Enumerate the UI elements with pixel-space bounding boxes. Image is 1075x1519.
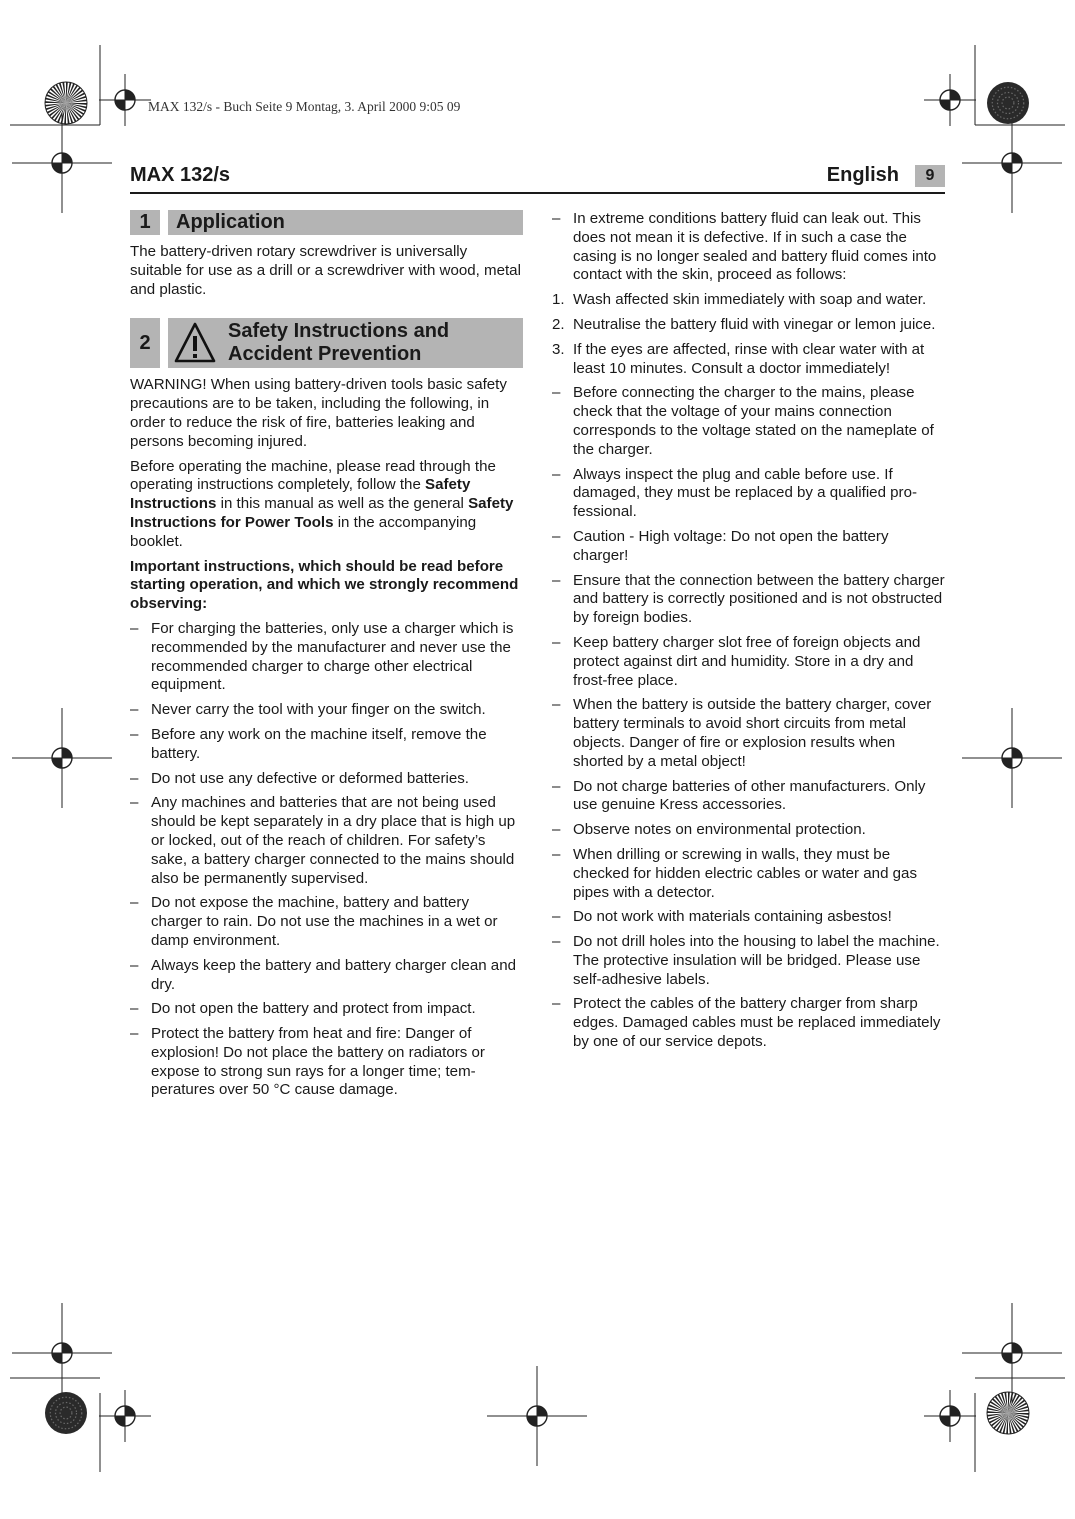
running-language: English xyxy=(826,164,899,186)
section-2-title-line-1: Safety Instructions and xyxy=(228,320,450,343)
safety-list-right xyxy=(552,384,945,1052)
operating-text-2: in this manual as well as the general xyxy=(216,495,469,513)
list-item: – Do not work with materials containing asbestos! xyxy=(552,908,945,927)
list-item: – Do not charge batteries of other manufacturers. Only use genuine Kress accessories. xyxy=(552,778,945,816)
step-text: Neutralise the battery fluid with vinegar or lemon juice. xyxy=(573,315,936,333)
dot-disc-icon xyxy=(987,82,1029,124)
step-number: 2. xyxy=(552,315,565,333)
list-item: – When drilling or screwing in walls, they must be checked for hidden electric cables or water and gas pipes with a detector. xyxy=(552,846,945,902)
step-number: 3. xyxy=(552,340,565,358)
list-item: – For charging the batteries, only use a charger which is recommended by the manufacturer and never use the recommended charger to charge other electrical equipment. xyxy=(130,620,523,695)
section-2-heading xyxy=(130,318,523,368)
list-item: – Any machines and batteries that are not being used should be kept separately in a dry place that is high up or locked, out of the reach of children. For safety’s sake, a battery charger connected to the mains should also be permanently supervised. xyxy=(130,794,523,888)
dot-disc-icon xyxy=(45,1392,87,1434)
list-item: – Before any work on the machine itself, remove the battery. xyxy=(130,726,523,764)
list-item: – In extreme conditions battery fluid can leak out. This does not mean it is defective. If in such a case the casing is no longer sealed and battery fluid comes into contact with the skin, proceed as follows: xyxy=(552,210,945,285)
list-item: – Protect the cables of the battery charger from sharp edges. Damaged cables must be replaced immediately by one of our service depots. xyxy=(552,995,945,1051)
section-2-number: 2 xyxy=(130,318,160,368)
list-item: – Always keep the battery and battery charger clean and dry. xyxy=(130,957,523,995)
warning-paragraph: WARNING! When using battery-driven tools basic safety precautions are to be taken, including the following, in order to reduce the risk of fire, batteries leaking and persons becoming injured. xyxy=(130,376,507,450)
step-number: 1. xyxy=(552,291,565,309)
list-item: – Observe notes on environmental protection. xyxy=(552,821,945,840)
list-item: – Before connecting the charger to the mains, please check that the voltage of your mains connection corresponds to the voltage stated on the nameplate of the charger. xyxy=(552,384,945,459)
page-number: 9 xyxy=(915,165,945,187)
list-item: – Never carry the tool with your finger on the switch. xyxy=(130,701,523,720)
section-1-title: Application xyxy=(168,210,523,235)
list-item: – Do not drill holes into the housing to label the machine. The protective insulation will be bridged. Please use self-adhesive labels. xyxy=(552,933,945,989)
important-instructions: Important instructions, which should be read before starting operation, and which we strongly recommend observing: xyxy=(130,557,519,613)
star-target-icon xyxy=(45,82,87,124)
star-target-icon xyxy=(987,1392,1029,1434)
right-column xyxy=(552,210,945,1058)
list-item: – Caution - High voltage: Do not open the battery charger! xyxy=(552,528,945,566)
left-column xyxy=(130,210,523,1106)
list-item: – Keep battery charger slot free of foreign objects and protect against dirt and humidity. Store in a dry and frost-free place. xyxy=(552,634,945,690)
running-title: MAX 132/s xyxy=(130,164,231,186)
step-item xyxy=(552,291,945,310)
section-1-heading xyxy=(130,210,523,235)
list-item: – Ensure that the connection between the battery charger and battery is correctly positioned and is not obstructed by foreign bodies. xyxy=(552,572,945,628)
step-item xyxy=(552,341,945,379)
step-item xyxy=(552,316,945,335)
list-item: – Do not open the battery and protect from impact. xyxy=(130,1000,523,1019)
warning-triangle-icon xyxy=(174,321,216,365)
list-item: – Always inspect the plug and cable before use. If damaged, they must be replaced by a qualified professional. xyxy=(552,466,945,522)
operating-text-1: Before operating the machine, please read through the operating instructions completely, follow the xyxy=(130,457,496,494)
section-2-title-bar xyxy=(168,318,523,368)
list-item: – Protect the battery from heat and fire: Danger of explosion! Do not place the battery on radiators or expose to strong sun rays for a longer time; temperatures over 50 °C cause damage. xyxy=(130,1025,523,1100)
running-head xyxy=(130,164,945,194)
safety-list-left xyxy=(130,620,523,1100)
list-item: – When the battery is outside the battery charger, cover battery terminals to avoid short circuits from metal objects. Danger of fire or explosion results when shorted by a metal object! xyxy=(552,696,945,771)
step-text: If the eyes are affected, rinse with clear water with at least 10 minutes. Consult a doctor immediately! xyxy=(573,340,925,377)
operating-text-3: in the accompanying booklet. xyxy=(130,513,477,550)
section-2-title xyxy=(228,320,449,366)
print-meta: MAX 132/s - Buch Seite 9 Montag, 3. April 2000 9:05 09 xyxy=(148,99,461,114)
operating-bold-2: Safety Instructions for Power Tools xyxy=(130,495,514,531)
section-1-number: 1 xyxy=(130,210,160,235)
application-text: The battery-driven rotary screwdriver is universally suitable for use as a drill or a screwdriver with wood, metal and plastic. xyxy=(130,243,521,298)
operating-bold-1: Safety Instructions xyxy=(130,476,471,513)
operating-paragraph xyxy=(130,458,523,552)
safety-list-right-first xyxy=(552,210,945,285)
section-2-title-line-2: Accident Prevention xyxy=(228,343,422,366)
first-aid-steps xyxy=(552,291,945,378)
list-item: – Do not use any defective or deformed batteries. xyxy=(130,770,523,789)
step-text: Wash affected skin immediately with soap and water. xyxy=(573,291,927,309)
list-item: – Do not expose the machine, battery and battery charger to rain. Do not use the machines in a wet or damp environment. xyxy=(130,894,523,950)
